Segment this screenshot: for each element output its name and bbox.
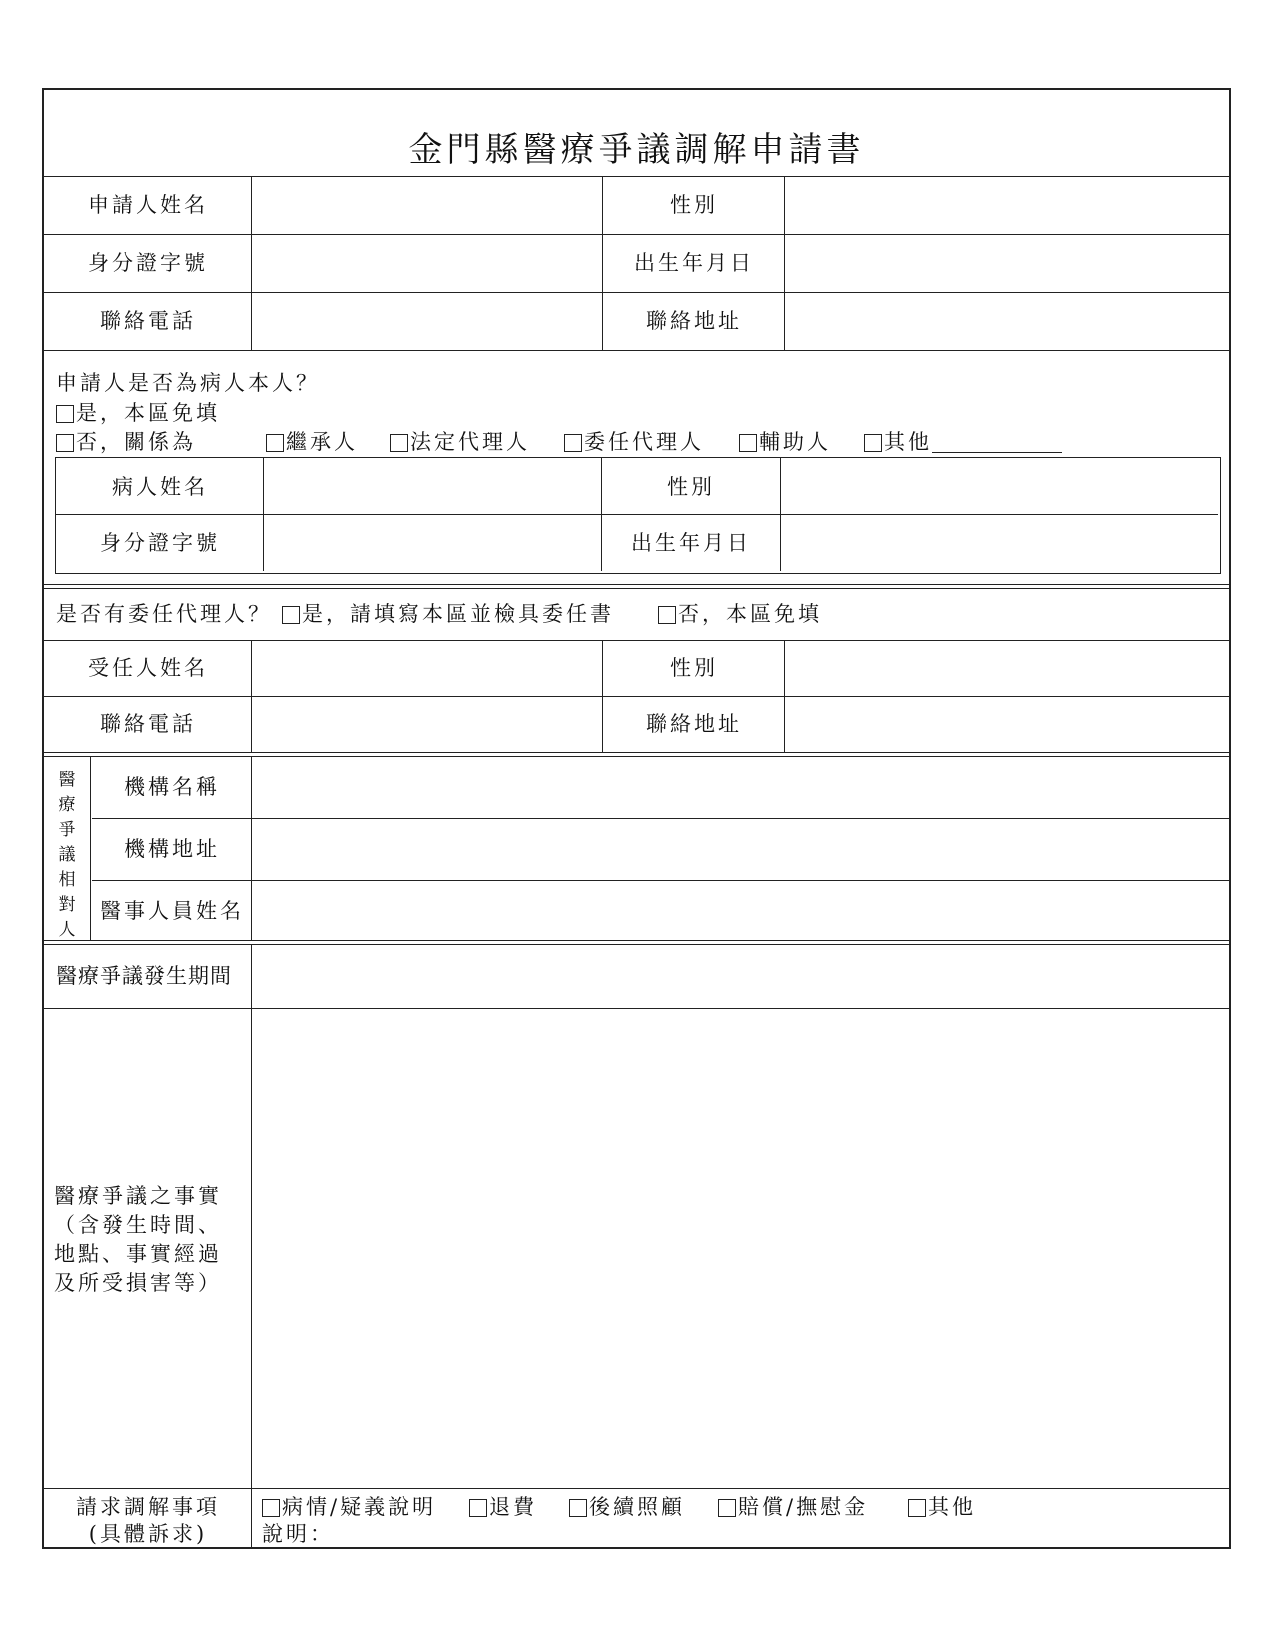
divider	[602, 176, 603, 350]
patient-name-label: 病人姓名	[112, 475, 208, 499]
checkbox[interactable]	[282, 606, 300, 624]
relation-assistant-option[interactable]	[739, 429, 831, 455]
option-label: 繼承人	[286, 430, 358, 454]
relation-other-option[interactable]	[864, 429, 1062, 455]
institution-name-label: 機構名稱	[124, 775, 220, 799]
divider	[251, 640, 252, 752]
patient-birth-field[interactable]	[782, 516, 1217, 570]
applicant-birth-field[interactable]	[786, 236, 1228, 292]
option-label: 其他	[884, 430, 932, 454]
requests-sublabel: (具體訴求)	[88, 1522, 208, 1546]
checkbox[interactable]	[262, 1499, 280, 1517]
divider	[44, 292, 1229, 293]
option-label: 後續照顧	[589, 1495, 685, 1519]
request-refund-option[interactable]	[469, 1494, 537, 1520]
option-label: 退費	[489, 1495, 537, 1519]
counterparty-vertical-label	[54, 768, 80, 943]
facts-label	[54, 1182, 250, 1298]
option-label: 病情/疑義說明	[282, 1495, 437, 1519]
applicant-gender-field[interactable]	[786, 178, 1228, 234]
request-compensation-option[interactable]	[718, 1494, 868, 1520]
divider	[601, 458, 602, 571]
patient-info-table	[55, 457, 1221, 574]
vertical-char: 爭	[58, 820, 76, 840]
checkbox[interactable]	[469, 1499, 487, 1517]
agent-phone-label: 聯絡電話	[100, 712, 196, 736]
checkbox[interactable]	[718, 1499, 736, 1517]
option-label: 是，請填寫本區並檢具委任書	[302, 602, 614, 626]
divider	[784, 176, 785, 350]
facts-label-line: 及所受損害等）	[54, 1271, 222, 1295]
request-explain-field[interactable]	[344, 1520, 1224, 1546]
applicant-id-field[interactable]	[253, 236, 601, 292]
patient-id-field[interactable]	[265, 516, 600, 570]
agent-address-field[interactable]	[786, 698, 1228, 751]
divider	[90, 756, 91, 940]
divider	[44, 940, 1229, 941]
period-label: 醫療爭議發生期間	[56, 964, 232, 988]
divider	[44, 1488, 1229, 1489]
request-explain-label: 說明：	[262, 1522, 334, 1546]
agent-gender-field[interactable]	[786, 642, 1228, 695]
agent-name-label: 受任人姓名	[88, 656, 208, 680]
checkbox[interactable]	[864, 434, 882, 452]
staff-name-field[interactable]	[253, 882, 1228, 939]
divider	[44, 696, 1229, 697]
institution-name-field[interactable]	[253, 758, 1228, 817]
option-label: 委任代理人	[584, 430, 704, 454]
request-explanation-option[interactable]	[262, 1494, 436, 1520]
option-label: 法定代理人	[410, 430, 530, 454]
divider	[263, 458, 264, 571]
patient-name-field[interactable]	[265, 458, 600, 513]
vertical-char: 醫	[58, 770, 76, 790]
checkbox[interactable]	[266, 434, 284, 452]
mediation-application-form	[42, 88, 1231, 1549]
divider	[44, 588, 1229, 589]
checkbox[interactable]	[56, 405, 74, 423]
applicant-name-label: 申請人姓名	[88, 193, 208, 217]
divider	[44, 176, 1229, 177]
option-label: 否，本區免填	[678, 602, 822, 626]
form-title: 金門縣醫療爭議調解申請書	[408, 130, 865, 170]
vertical-char: 相	[58, 870, 76, 890]
agent-phone-field[interactable]	[253, 698, 601, 751]
staff-name-label: 醫事人員姓名	[100, 899, 244, 923]
applicant-id-label: 身分證字號	[88, 251, 208, 275]
facts-label-line: 醫療爭議之事實	[54, 1184, 222, 1208]
divider	[602, 640, 603, 752]
checkbox[interactable]	[908, 1499, 926, 1517]
applicant-phone-label: 聯絡電話	[100, 309, 196, 333]
patient-id-label: 身分證字號	[100, 531, 220, 555]
divider	[92, 818, 1229, 819]
period-field[interactable]	[253, 946, 1228, 1007]
divider	[44, 640, 1229, 641]
vertical-char: 人	[58, 920, 76, 940]
divider	[56, 514, 1218, 515]
divider	[251, 756, 252, 940]
divider	[780, 458, 781, 571]
checkbox[interactable]	[564, 434, 582, 452]
divider	[44, 584, 1229, 585]
applicant-address-label: 聯絡地址	[646, 309, 742, 333]
divider	[44, 234, 1229, 235]
facts-label-line: 地點、事實經過	[54, 1242, 222, 1266]
vertical-char: 議	[58, 845, 76, 865]
divider	[784, 640, 785, 752]
relation-appointed-agent-option[interactable]	[564, 429, 704, 455]
facts-field[interactable]	[253, 1010, 1228, 1487]
divider	[44, 1008, 1229, 1009]
option-label: 其他	[928, 1495, 976, 1519]
checkbox[interactable]	[739, 434, 757, 452]
requests-label: 請求調解事項	[76, 1495, 220, 1519]
option-label: 是，本區免填	[76, 401, 220, 425]
option-label: 賠償/撫慰金	[738, 1495, 869, 1519]
vertical-char: 療	[58, 795, 76, 815]
agent-address-label: 聯絡地址	[646, 712, 742, 736]
applicant-birth-label: 出生年月日	[634, 251, 754, 275]
institution-address-field[interactable]	[253, 820, 1228, 879]
request-followup-care-option[interactable]	[569, 1494, 685, 1520]
agent-gender-label: 性別	[670, 656, 718, 680]
checkbox[interactable]	[390, 434, 408, 452]
divider	[44, 350, 1229, 351]
applicant-name-field[interactable]	[253, 178, 601, 234]
checkbox[interactable]	[56, 434, 74, 452]
agent-name-field[interactable]	[253, 642, 601, 695]
patient-question: 申請人是否為病人本人？	[56, 371, 320, 395]
checkbox[interactable]	[658, 606, 676, 624]
applicant-address-field[interactable]	[786, 294, 1228, 350]
patient-yes-option[interactable]	[56, 400, 220, 426]
option-label: 否，關係為	[76, 430, 196, 454]
institution-address-label: 機構地址	[124, 837, 220, 861]
patient-no-option[interactable]	[56, 429, 196, 455]
relation-heir-option[interactable]	[266, 429, 358, 455]
facts-label-line: （含發生時間、	[54, 1213, 222, 1237]
applicant-gender-label: 性別	[670, 193, 718, 217]
agent-yes-option[interactable]	[282, 601, 614, 627]
divider	[251, 944, 252, 1547]
other-relation-blank[interactable]	[932, 432, 1062, 453]
checkbox[interactable]	[569, 1499, 587, 1517]
patient-gender-label: 性別	[667, 475, 715, 499]
option-label: 輔助人	[759, 430, 831, 454]
divider	[44, 944, 1229, 945]
applicant-phone-field[interactable]	[253, 294, 601, 350]
divider	[44, 756, 1229, 757]
agent-question: 是否有委任代理人？	[56, 602, 272, 626]
divider	[251, 176, 252, 350]
divider	[44, 752, 1229, 753]
patient-gender-field[interactable]	[782, 458, 1217, 513]
patient-birth-label: 出生年月日	[631, 531, 751, 555]
vertical-char: 對	[58, 895, 76, 915]
divider	[92, 880, 1229, 881]
request-other-option[interactable]	[908, 1494, 976, 1520]
relation-legal-agent-option[interactable]	[390, 429, 530, 455]
agent-no-option[interactable]	[658, 601, 822, 627]
